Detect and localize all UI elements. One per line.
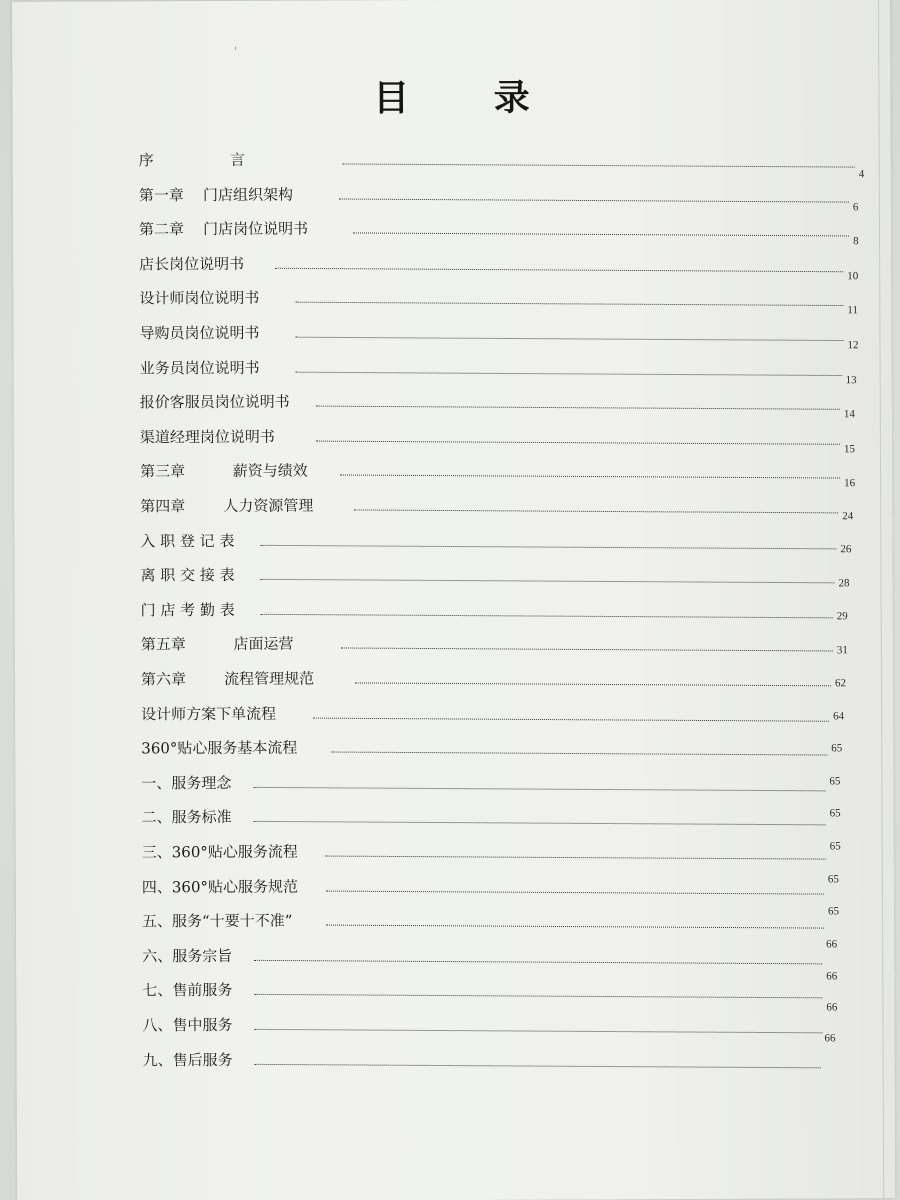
toc-page-number: 66 bbox=[826, 970, 838, 983]
toc-entry[interactable] bbox=[139, 386, 856, 421]
dot-leader bbox=[331, 752, 827, 756]
toc-entry[interactable] bbox=[140, 490, 854, 523]
toc-page-number: 65 bbox=[827, 872, 839, 885]
toc-entry-title: 八、售中服务 bbox=[142, 1015, 233, 1035]
toc-page-number: 14 bbox=[843, 408, 855, 421]
toc-page-number: 11 bbox=[847, 304, 858, 317]
toc-page-number: 26 bbox=[840, 542, 852, 555]
dot-leader bbox=[326, 890, 824, 894]
ink-speck: ' bbox=[234, 45, 237, 57]
toc-entry[interactable] bbox=[142, 970, 838, 1004]
dot-leader bbox=[316, 406, 840, 410]
toc-entry[interactable] bbox=[140, 525, 852, 554]
dot-leader bbox=[255, 1063, 821, 1067]
dot-leader bbox=[354, 509, 838, 513]
toc-entry[interactable] bbox=[141, 732, 843, 761]
toc-page-number: 66 bbox=[824, 1031, 836, 1044]
dot-leader bbox=[254, 1029, 822, 1033]
toc-entry-title: 第六章 流程管理规范 bbox=[140, 669, 315, 689]
toc-entry-title: 六、服务宗旨 bbox=[142, 946, 233, 966]
dot-leader bbox=[313, 717, 829, 721]
toc-page-number: 12 bbox=[847, 339, 859, 352]
toc-entry-title: 三、360°贴心服务流程 bbox=[141, 842, 298, 862]
dot-leader bbox=[353, 233, 849, 237]
toc-entry-title: 设计师岗位说明书 bbox=[139, 289, 260, 308]
toc-entry[interactable] bbox=[141, 698, 845, 727]
dot-leader bbox=[253, 787, 825, 791]
dot-leader bbox=[296, 371, 842, 375]
toc-entry-title: 导购员岗位说明书 bbox=[139, 323, 260, 343]
toc-entry[interactable] bbox=[141, 629, 849, 658]
toc-page-number: 65 bbox=[829, 840, 841, 853]
toc-entry-title: 渠道经理岗位说明书 bbox=[139, 427, 275, 447]
toc-page-number: 4 bbox=[858, 168, 865, 181]
toc-page-number: 65 bbox=[831, 742, 843, 755]
toc-entry-title: 店长岗位说明书 bbox=[139, 254, 245, 274]
toc-entry[interactable] bbox=[139, 283, 859, 317]
dot-leader bbox=[295, 337, 843, 341]
toc-page-number: 13 bbox=[845, 373, 857, 386]
toc-title: 目 录 bbox=[373, 77, 566, 120]
dot-leader bbox=[340, 475, 840, 479]
toc-entry-title: 五、服务“十要十不准” bbox=[141, 911, 293, 931]
toc-entry-title: 二、服务标准 bbox=[141, 808, 232, 827]
toc-entry[interactable] bbox=[141, 594, 849, 623]
toc-entry[interactable] bbox=[138, 213, 865, 248]
toc-page-number: 29 bbox=[836, 610, 848, 623]
toc-entry-title: 门 店 考 勤 表 bbox=[140, 600, 235, 620]
toc-entry-title: 设计师方案下单流程 bbox=[141, 704, 277, 723]
toc-entry[interactable] bbox=[142, 802, 842, 831]
toc-entry-title: 序 言 bbox=[138, 150, 246, 170]
toc-entry[interactable] bbox=[142, 871, 840, 900]
dot-leader bbox=[254, 821, 826, 825]
dot-leader bbox=[261, 614, 833, 618]
toc-entry-title: 第四章 人力资源管理 bbox=[140, 496, 314, 516]
toc-page-number: 64 bbox=[833, 709, 845, 722]
toc-entry[interactable] bbox=[141, 663, 847, 692]
toc-entry[interactable] bbox=[139, 248, 859, 283]
dot-leader bbox=[254, 994, 822, 998]
toc-entry-title: 第五章 店面运营 bbox=[140, 635, 294, 654]
toc-entry[interactable] bbox=[142, 905, 840, 934]
toc-entry-title: 业务员岗位说明书 bbox=[139, 358, 260, 377]
toc-entry-title: 一、服务理念 bbox=[141, 773, 232, 793]
dot-leader bbox=[355, 682, 831, 686]
toc-entry-title: 七、售前服务 bbox=[142, 981, 233, 1000]
dot-leader bbox=[316, 440, 840, 444]
toc-entry[interactable] bbox=[142, 836, 842, 865]
toc-entry[interactable] bbox=[138, 144, 871, 181]
toc-page-number: 16 bbox=[844, 477, 856, 490]
toc-page-number: 10 bbox=[847, 270, 859, 283]
dot-leader bbox=[261, 579, 835, 584]
dot-leader bbox=[326, 925, 824, 929]
toc-page-number: 66 bbox=[826, 938, 838, 951]
toc-page-number: 66 bbox=[826, 1001, 838, 1014]
dot-leader bbox=[295, 302, 843, 306]
dot-leader bbox=[275, 268, 843, 272]
toc-entry-title: 四、360°贴心服务规范 bbox=[141, 877, 299, 896]
toc-page-number: 65 bbox=[829, 807, 841, 820]
toc-entry-title: 入 职 登 记 表 bbox=[140, 531, 235, 550]
toc-entry[interactable] bbox=[138, 179, 865, 213]
toc-entry-title: 第三章 薪资与绩效 bbox=[140, 462, 308, 481]
dot-leader bbox=[343, 163, 855, 167]
dot-leader bbox=[326, 856, 826, 860]
document-page bbox=[12, 0, 895, 1200]
toc-entry-title: 第一章 门店组织架构 bbox=[138, 185, 293, 204]
dot-leader bbox=[339, 198, 849, 202]
toc-page-number: 8 bbox=[853, 235, 859, 248]
toc-entry[interactable] bbox=[139, 317, 859, 352]
toc-entry[interactable] bbox=[140, 559, 850, 588]
toc-entry-title: 报价客服员岗位说明书 bbox=[139, 392, 290, 412]
dot-leader bbox=[254, 960, 822, 964]
toc-page-number: 28 bbox=[838, 577, 850, 590]
toc-entry[interactable] bbox=[142, 1031, 837, 1073]
toc-page-number: 15 bbox=[843, 443, 855, 456]
toc-page-number: 6 bbox=[852, 200, 859, 213]
table-of-contents bbox=[12, 0, 895, 1200]
toc-page-number: 65 bbox=[829, 775, 841, 788]
toc-entry[interactable] bbox=[139, 352, 858, 386]
toc-page-number: 31 bbox=[836, 644, 848, 657]
toc-entry[interactable] bbox=[141, 767, 841, 796]
toc-entry-title: 离 职 交 接 表 bbox=[140, 566, 235, 585]
toc-entry-title: 360°贴心服务基本流程 bbox=[141, 738, 298, 758]
toc-page-number: 65 bbox=[827, 905, 840, 918]
dot-leader bbox=[341, 648, 833, 652]
toc-page-number: 62 bbox=[834, 677, 847, 690]
toc-entry-title: 九、售后服务 bbox=[142, 1050, 233, 1069]
toc-entry[interactable] bbox=[140, 456, 856, 490]
toc-entry[interactable] bbox=[142, 1001, 838, 1038]
toc-entry-title: 第二章 门店岗位说明书 bbox=[138, 219, 309, 239]
toc-entry[interactable] bbox=[139, 421, 856, 456]
dot-leader bbox=[260, 544, 836, 549]
toc-page-number: 24 bbox=[842, 510, 854, 523]
toc-entry[interactable] bbox=[142, 940, 838, 969]
